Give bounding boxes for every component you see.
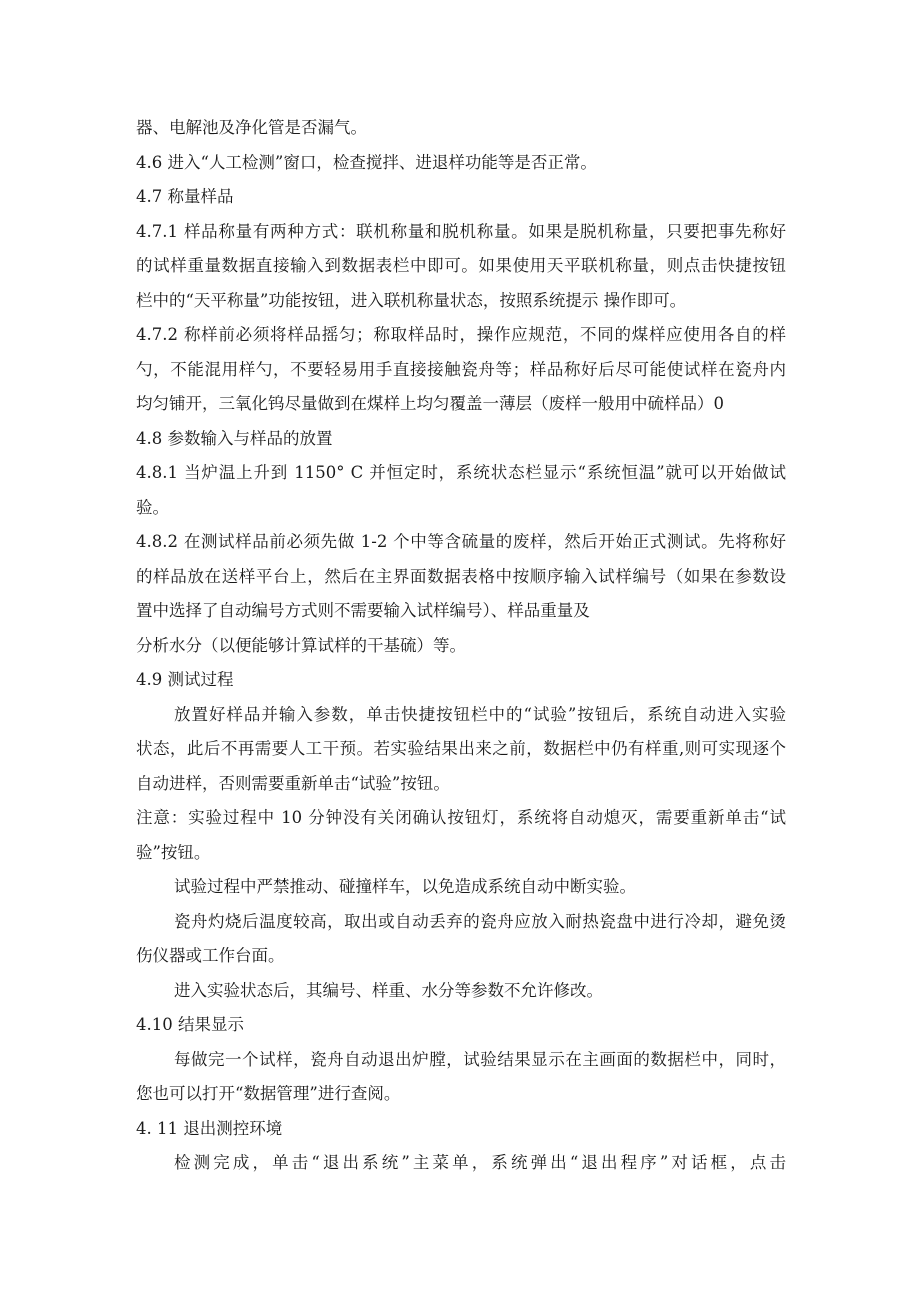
text-line: 检测完成，单击“退出系统”主菜单，系统弹出“退出程序”对话框，点击 xyxy=(174,1153,786,1172)
document-body xyxy=(136,111,786,1181)
text-line: 的样品放在送样平台上，然后在主界面数据表格中按顺序输入试样编号（如果在参数设 xyxy=(136,566,786,586)
text-line: 验。 xyxy=(136,497,169,517)
text-line: 验”按钮。 xyxy=(136,842,211,862)
text-line: 栏中的“天平称量”功能按钮，进入联机称量状态，按照系统提示 操作即可。 xyxy=(136,290,687,310)
text-line: 器、电解池及净化管是否漏气。 xyxy=(136,118,367,137)
text-line: 放置好样品并输入参数，单击快捷按钮栏中的“试验”按钮后，系统自动进入实验 xyxy=(174,704,786,724)
text-line: 4.8 参数输入与样品的放置 xyxy=(136,428,333,448)
text-line: 4.10 结果显示 xyxy=(136,1015,244,1034)
text-line: 4.6 进入“人工检测”窗口，检查搅拌、进退样功能等是否正常。 xyxy=(136,152,597,172)
text-line: 进入实验状态后，其编号、样重、水分等参数不允许修改。 xyxy=(174,980,603,1000)
text-line: 伤仪器或工作台面。 xyxy=(136,946,285,965)
text-line: 状态，此后不再需要人工干预。若实验结果出来之前，数据栏中仍有样重,则可实现逐个 xyxy=(136,739,786,758)
text-line: 试验过程中严禁推动、碰撞样车，以免造成系统自动中断实验。 xyxy=(174,877,636,896)
text-line: 置中选择了自动编号方式则不需要输入试样编号）、样品重量及 xyxy=(136,601,590,620)
text-line: 自动进样，否则需要重新单击“试验”按钮。 xyxy=(136,773,450,793)
text-line: 4.9 测试过程 xyxy=(136,670,234,689)
text-line: 的试样重量数据直接输入到数据表栏中即可。如果使用天平联机称量，则点击快捷按钮 xyxy=(136,256,786,275)
text-line: 每做完一个试样，瓷舟自动退出炉膛，试验结果显示在主画面的数据栏中，同时， xyxy=(174,1049,786,1069)
text-line: 注意：实验过程中 10 分钟没有关闭确认按钮灯，系统将自动熄灭，需要重新单击“试 xyxy=(136,808,786,827)
text-line: 4.7.1 样品称量有两种方式：联机称量和脱机称量。如果是脱机称量，只要把事先称好 xyxy=(136,221,786,241)
text-line: 4.7 称量样品 xyxy=(136,187,234,206)
text-line: 勺，不能混用样勺，不要轻易用手直接接触瓷舟等；样品称好后尽可能使试样在瓷舟内 xyxy=(136,359,786,379)
text-line: 您也可以打开“数据管理”进行查阅。 xyxy=(136,1084,401,1103)
text-line: 分析水分（以便能够计算试样的干基硫）等。 xyxy=(136,635,466,655)
text-line: 4. 11 退出测控环境 xyxy=(136,1118,283,1138)
text-line: 4.8.2 在测试样品前必须先做 1-2 个中等含硫量的废样，然后开始正式测试。先将称好 xyxy=(136,532,786,551)
text-line: 均匀铺开，三氧化钨尽量做到在煤样上均匀覆盖一薄层（废样一般用中硫样品）0 xyxy=(136,394,724,413)
text-line: 瓷舟灼烧后温度较高，取出或自动丢弃的瓷舟应放入耐热瓷盘中进行冷却，避免烫 xyxy=(174,911,786,931)
text-line: 4.7.2 称样前必须将样品摇匀；称取样品时，操作应规范，不同的煤样应使用各自的样 xyxy=(136,325,786,344)
text-line: 4.8.1 当炉温上升到 1150° C 并恒定时，系统状态栏显示“系统恒温”就可以开始做试 xyxy=(136,463,786,482)
